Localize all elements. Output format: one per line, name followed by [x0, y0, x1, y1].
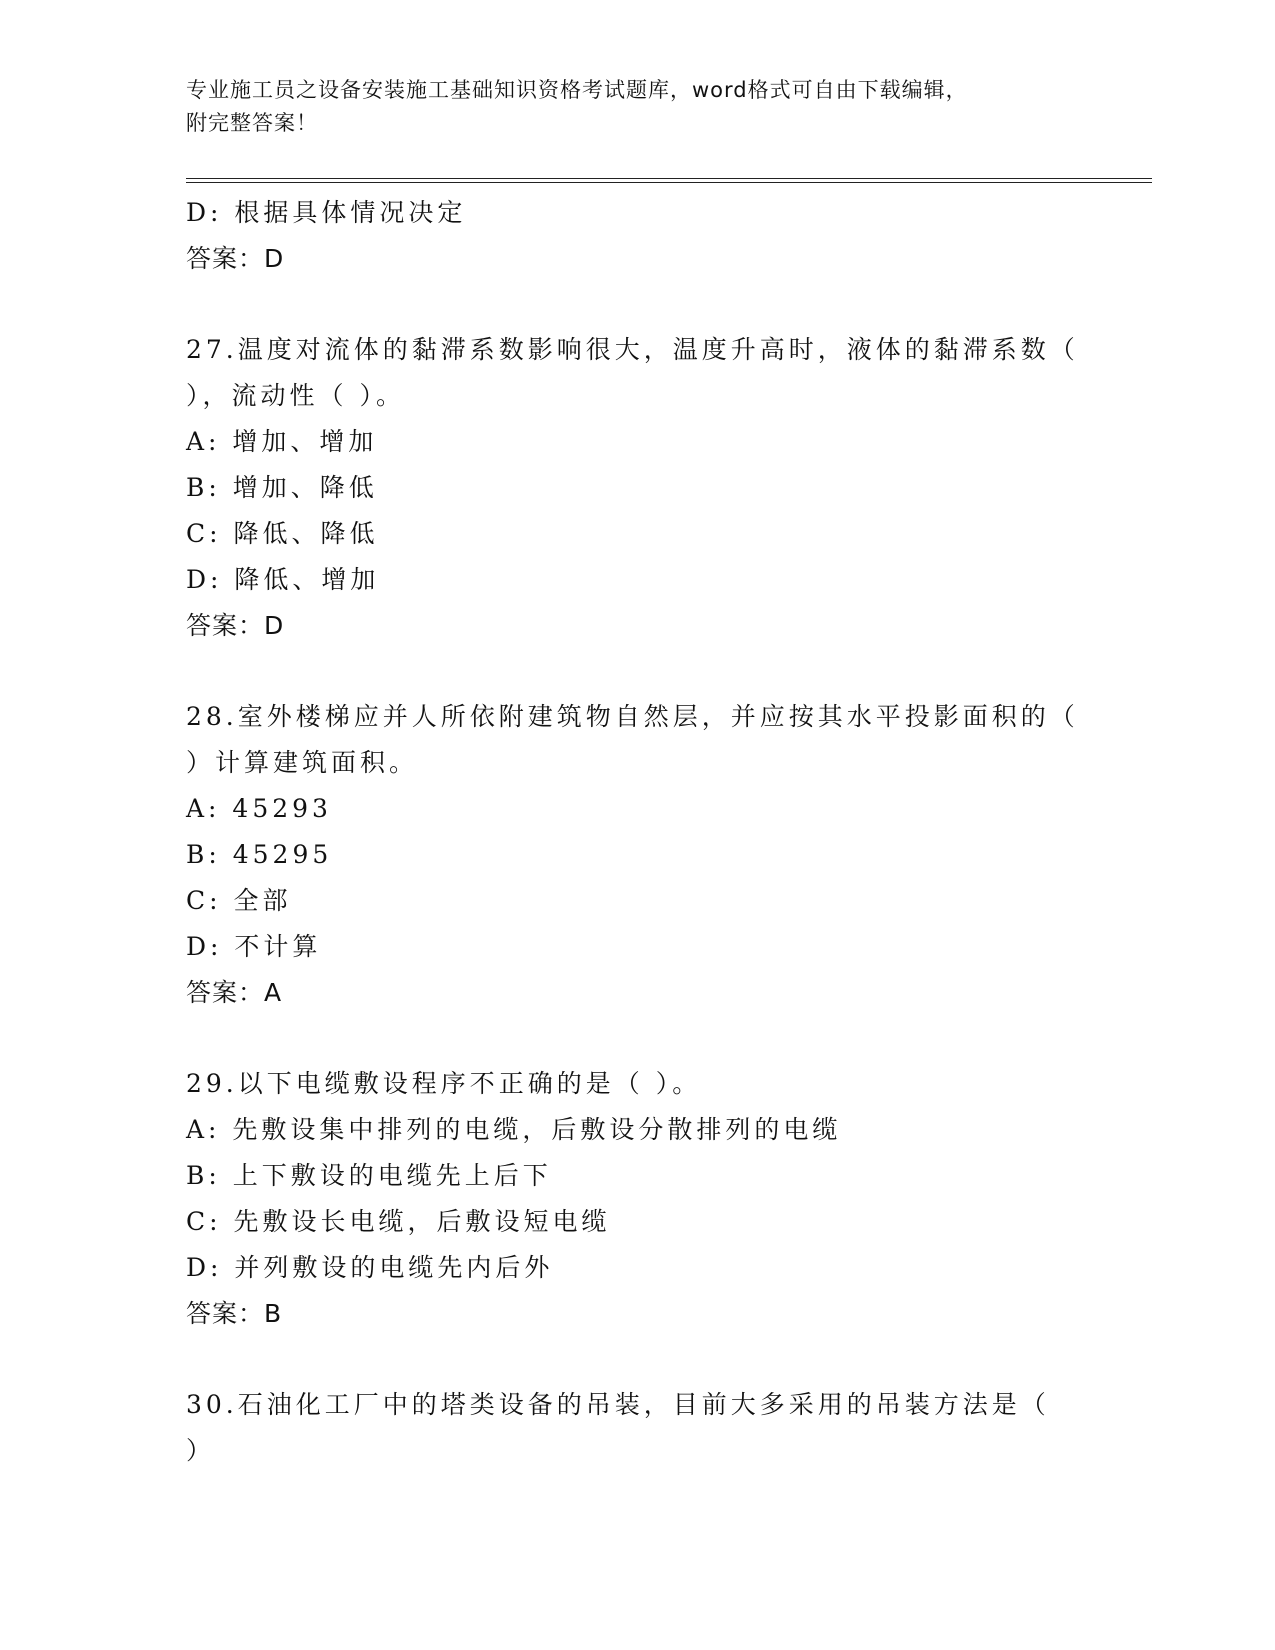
- question-29: [186, 1061, 1086, 1337]
- answer-line: 答案：D: [186, 611, 285, 640]
- option-b: B: 增加、降低: [186, 473, 378, 502]
- question-stem-line-1: 30.石油化工厂中的塔类设备的吊装，目前大多采用的吊装方法是（: [186, 1390, 1050, 1419]
- answer-line: 答案：B: [186, 1299, 283, 1328]
- answer-line: 答案：D: [186, 244, 285, 273]
- question-stem-line-2: ）: [186, 1436, 216, 1465]
- option-a: A: 45293: [186, 794, 332, 823]
- option-d: D: 并列敷设的电缆先内后外: [186, 1253, 554, 1282]
- page-header: [186, 74, 1066, 140]
- option-b: B: 上下敷设的电缆先上后下: [186, 1161, 552, 1190]
- option-a: A: 增加、增加: [186, 427, 378, 456]
- question-27: [186, 327, 1086, 649]
- option-a: A: 先敷设集中排列的电缆，后敷设分散排列的电缆: [186, 1115, 842, 1144]
- question-list: [186, 190, 1086, 1474]
- question-stem-line-1: 28.室外楼梯应并人所依附建筑物自然层，并应按其水平投影面积的（: [186, 702, 1079, 731]
- answer-line: 答案：A: [186, 978, 283, 1007]
- header-line-1: 专业施工员之设备安装施工基础知识资格考试题库，word格式可自由下载编辑，: [186, 78, 968, 102]
- question-28: [186, 694, 1086, 1016]
- option-c: C: 降低、降低: [186, 519, 379, 548]
- question-stem-line-1: 27.温度对流体的黏滞系数影响很大，温度升高时，液体的黏滞系数（: [186, 335, 1079, 364]
- option-b: B: 45295: [186, 840, 333, 869]
- option-c: C: 全部: [186, 886, 292, 915]
- header-divider: [186, 178, 1152, 183]
- option-c: C: 先敷设长电缆，后敷设短电缆: [186, 1207, 611, 1236]
- question-30: [186, 1382, 1086, 1474]
- option-d: D: 降低、增加: [186, 565, 380, 594]
- question-stem-line-2: ）计算建筑面积。: [186, 748, 419, 777]
- question-26: [186, 190, 1086, 282]
- header-line-2: 附完整答案！: [186, 111, 318, 135]
- question-stem-line-1: 29.以下电缆敷设程序不正确的是（ ）。: [186, 1069, 702, 1098]
- option-d: D: 根据具体情况决定: [186, 198, 467, 227]
- option-d: D: 不计算: [186, 932, 322, 961]
- question-stem-line-2: ），流动性（ ）。: [186, 381, 405, 410]
